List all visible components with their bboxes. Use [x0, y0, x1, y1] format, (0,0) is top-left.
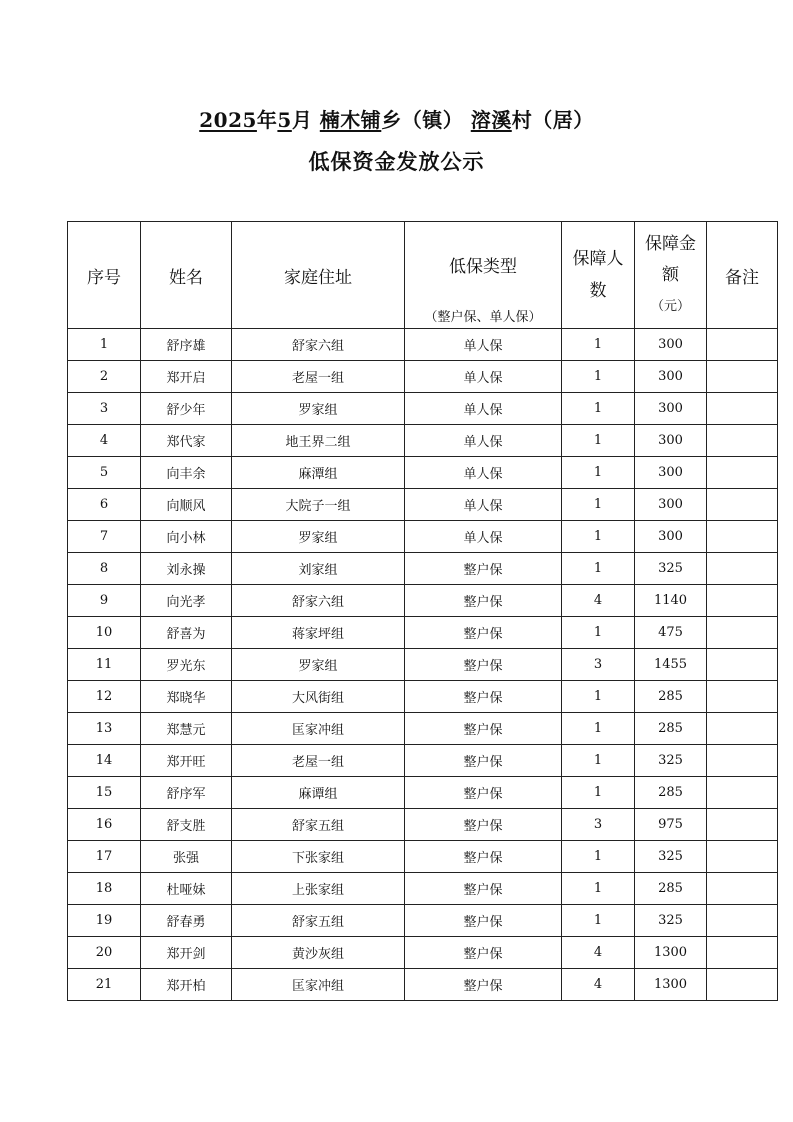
cell-type: 单人保 [405, 521, 562, 553]
cell-persons: 1 [562, 905, 635, 937]
cell-address: 刘家组 [232, 553, 405, 585]
title-village-suffix: 村（居） [511, 108, 594, 132]
allowance-table [67, 221, 778, 1001]
cell-amount: 285 [635, 777, 707, 809]
cell-address: 罗家组 [232, 393, 405, 425]
cell-seq: 21 [68, 969, 141, 1001]
cell-seq: 2 [68, 361, 141, 393]
cell-seq: 4 [68, 425, 141, 457]
cell-amount: 325 [635, 841, 707, 873]
cell-address: 舒家五组 [232, 905, 405, 937]
cell-persons: 4 [562, 937, 635, 969]
cell-seq: 11 [68, 649, 141, 681]
cell-remark [707, 553, 778, 585]
cell-name: 舒喜为 [141, 617, 232, 649]
cell-persons: 1 [562, 361, 635, 393]
document-subtitle: 低保资金发放公示 [308, 149, 485, 174]
cell-address: 麻潭组 [232, 457, 405, 489]
cell-name: 郑开旺 [141, 745, 232, 777]
cell-amount: 975 [635, 809, 707, 841]
cell-seq: 10 [68, 617, 141, 649]
table-row [68, 393, 778, 425]
cell-remark [707, 713, 778, 745]
cell-type: 整户保 [405, 777, 562, 809]
table-row [68, 713, 778, 745]
title-month: 5 [277, 108, 292, 132]
header-amount-line1: 保障金 [645, 233, 696, 254]
cell-name: 舒序军 [141, 777, 232, 809]
table-row [68, 905, 778, 937]
cell-persons: 1 [562, 553, 635, 585]
cell-seq: 8 [68, 553, 141, 585]
cell-remark [707, 969, 778, 1001]
cell-amount: 325 [635, 905, 707, 937]
cell-persons: 4 [562, 969, 635, 1001]
cell-address: 大院子一组 [232, 489, 405, 521]
cell-address: 舒家六组 [232, 585, 405, 617]
cell-name: 郑开柏 [141, 969, 232, 1001]
header-type [405, 222, 562, 329]
cell-persons: 1 [562, 521, 635, 553]
cell-address: 上张家组 [232, 873, 405, 905]
header-persons-line2: 数 [589, 281, 607, 301]
cell-address: 老屋一组 [232, 361, 405, 393]
cell-persons: 1 [562, 489, 635, 521]
header-type-note: （整户保、单人保） [424, 310, 542, 325]
cell-seq: 9 [68, 585, 141, 617]
cell-remark [707, 873, 778, 905]
cell-type: 单人保 [405, 361, 562, 393]
cell-type: 整户保 [405, 873, 562, 905]
cell-type: 整户保 [405, 713, 562, 745]
table-row [68, 969, 778, 1001]
cell-address: 黄沙灰组 [232, 937, 405, 969]
cell-seq: 13 [68, 713, 141, 745]
cell-persons: 1 [562, 713, 635, 745]
cell-persons: 1 [562, 841, 635, 873]
cell-name: 舒春勇 [141, 905, 232, 937]
cell-persons: 1 [562, 617, 635, 649]
cell-amount: 285 [635, 713, 707, 745]
cell-amount: 300 [635, 329, 707, 361]
table-row [68, 809, 778, 841]
table-row [68, 457, 778, 489]
cell-name: 杜哑妹 [141, 873, 232, 905]
cell-persons: 1 [562, 681, 635, 713]
cell-name: 舒序雄 [141, 329, 232, 361]
cell-type: 整户保 [405, 809, 562, 841]
cell-type: 单人保 [405, 393, 562, 425]
cell-address: 下张家组 [232, 841, 405, 873]
cell-amount: 1140 [635, 585, 707, 617]
header-address: 家庭住址 [232, 222, 405, 329]
cell-type: 整户保 [405, 649, 562, 681]
cell-name: 舒少年 [141, 393, 232, 425]
cell-persons: 1 [562, 873, 635, 905]
cell-amount: 300 [635, 393, 707, 425]
cell-address: 匡家冲组 [232, 713, 405, 745]
header-amount [635, 222, 707, 329]
cell-persons: 1 [562, 457, 635, 489]
cell-address: 老屋一组 [232, 745, 405, 777]
cell-persons: 1 [562, 777, 635, 809]
header-name: 姓名 [141, 222, 232, 329]
table-row [68, 329, 778, 361]
cell-persons: 1 [562, 329, 635, 361]
cell-remark [707, 809, 778, 841]
title-year: 2025 [199, 108, 257, 132]
table-row [68, 937, 778, 969]
cell-address: 大风街组 [232, 681, 405, 713]
cell-remark [707, 457, 778, 489]
cell-amount: 1300 [635, 969, 707, 1001]
table-row [68, 681, 778, 713]
header-persons [562, 222, 635, 329]
cell-address: 舒家六组 [232, 329, 405, 361]
cell-seq: 12 [68, 681, 141, 713]
table-row [68, 777, 778, 809]
cell-persons: 1 [562, 745, 635, 777]
cell-type: 整户保 [405, 585, 562, 617]
cell-remark [707, 425, 778, 457]
cell-address: 舒家五组 [232, 809, 405, 841]
cell-remark [707, 649, 778, 681]
title-township-suffix: 乡（镇） [381, 108, 464, 132]
cell-type: 单人保 [405, 457, 562, 489]
cell-seq: 17 [68, 841, 141, 873]
cell-amount: 285 [635, 681, 707, 713]
cell-type: 整户保 [405, 617, 562, 649]
cell-name: 向小林 [141, 521, 232, 553]
cell-amount: 300 [635, 489, 707, 521]
cell-remark [707, 617, 778, 649]
cell-amount: 325 [635, 745, 707, 777]
cell-name: 刘永操 [141, 553, 232, 585]
cell-seq: 7 [68, 521, 141, 553]
cell-persons: 3 [562, 649, 635, 681]
table-row [68, 425, 778, 457]
cell-seq: 6 [68, 489, 141, 521]
cell-type: 单人保 [405, 329, 562, 361]
cell-name: 向顺风 [141, 489, 232, 521]
header-amount-unit: （元） [650, 298, 690, 314]
cell-seq: 20 [68, 937, 141, 969]
cell-amount: 300 [635, 521, 707, 553]
cell-address: 罗家组 [232, 521, 405, 553]
cell-persons: 1 [562, 425, 635, 457]
cell-remark [707, 329, 778, 361]
cell-name: 向丰余 [141, 457, 232, 489]
cell-remark [707, 841, 778, 873]
cell-type: 整户保 [405, 905, 562, 937]
cell-remark [707, 745, 778, 777]
table-row [68, 585, 778, 617]
cell-address: 地王界二组 [232, 425, 405, 457]
cell-name: 郑开启 [141, 361, 232, 393]
cell-seq: 15 [68, 777, 141, 809]
cell-remark [707, 681, 778, 713]
cell-remark [707, 937, 778, 969]
cell-remark [707, 585, 778, 617]
cell-seq: 3 [68, 393, 141, 425]
cell-type: 整户保 [405, 937, 562, 969]
cell-persons: 4 [562, 585, 635, 617]
cell-name: 罗光东 [141, 649, 232, 681]
cell-remark [707, 361, 778, 393]
table-row [68, 873, 778, 905]
table-row [68, 553, 778, 585]
cell-seq: 18 [68, 873, 141, 905]
table-row [68, 361, 778, 393]
cell-type: 整户保 [405, 745, 562, 777]
cell-seq: 19 [68, 905, 141, 937]
title-month-suffix: 月 [291, 108, 313, 132]
header-seq: 序号 [68, 222, 141, 329]
cell-amount: 300 [635, 361, 707, 393]
table-row [68, 745, 778, 777]
cell-address: 匡家冲组 [232, 969, 405, 1001]
cell-seq: 1 [68, 329, 141, 361]
document-title [0, 104, 793, 133]
title-village: 溶溪 [470, 108, 512, 132]
table-row [68, 617, 778, 649]
cell-address: 罗家组 [232, 649, 405, 681]
cell-address: 蒋家坪组 [232, 617, 405, 649]
title-year-suffix: 年 [256, 108, 278, 132]
cell-seq: 14 [68, 745, 141, 777]
cell-name: 郑代家 [141, 425, 232, 457]
cell-address: 麻谭组 [232, 777, 405, 809]
cell-seq: 5 [68, 457, 141, 489]
header-amount-line2: 额 [662, 264, 679, 285]
cell-name: 郑晓华 [141, 681, 232, 713]
cell-type: 整户保 [405, 681, 562, 713]
table-row [68, 489, 778, 521]
cell-amount: 325 [635, 553, 707, 585]
cell-name: 郑慧元 [141, 713, 232, 745]
cell-type: 整户保 [405, 969, 562, 1001]
table-row [68, 521, 778, 553]
cell-remark [707, 521, 778, 553]
cell-persons: 1 [562, 393, 635, 425]
cell-amount: 300 [635, 457, 707, 489]
cell-amount: 300 [635, 425, 707, 457]
table-header-row [68, 222, 778, 329]
cell-type: 单人保 [405, 425, 562, 457]
cell-remark [707, 489, 778, 521]
table-row [68, 841, 778, 873]
cell-amount: 475 [635, 617, 707, 649]
cell-remark [707, 777, 778, 809]
cell-name: 舒支胜 [141, 809, 232, 841]
cell-name: 郑开剑 [141, 937, 232, 969]
header-persons-line1: 保障人 [572, 249, 624, 269]
cell-type: 单人保 [405, 489, 562, 521]
table-row [68, 649, 778, 681]
cell-name: 向光孝 [141, 585, 232, 617]
cell-persons: 3 [562, 809, 635, 841]
header-type-label: 低保类型 [449, 257, 517, 277]
title-township: 楠木铺 [319, 108, 382, 132]
cell-amount: 285 [635, 873, 707, 905]
cell-seq: 16 [68, 809, 141, 841]
cell-remark [707, 905, 778, 937]
cell-type: 整户保 [405, 841, 562, 873]
cell-name: 张强 [141, 841, 232, 873]
cell-amount: 1455 [635, 649, 707, 681]
header-remark: 备注 [707, 222, 778, 329]
cell-type: 整户保 [405, 553, 562, 585]
cell-remark [707, 393, 778, 425]
cell-amount: 1300 [635, 937, 707, 969]
